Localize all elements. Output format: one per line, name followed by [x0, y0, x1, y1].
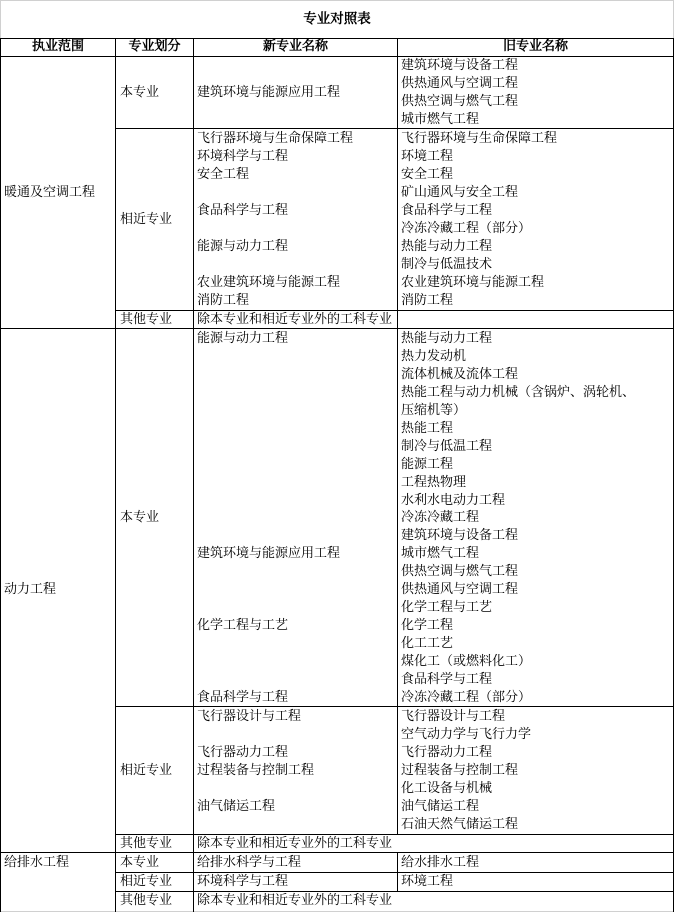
list-item: 农业建筑环境与能源工程 [401, 275, 545, 290]
division-water-same: 本专业 [120, 855, 160, 870]
list-item: 化学工程与工艺 [401, 600, 493, 615]
list-item: 能源工程 [401, 457, 454, 472]
water-same-old: 给水排水工程 [401, 855, 480, 870]
list-item: 城市燃气工程 [401, 112, 480, 127]
list-item: 石油天然气储运工程 [401, 817, 519, 832]
list-item: 制冷与低温工程 [401, 439, 493, 454]
list-item: 制冷与低温技术 [401, 257, 493, 272]
list-item: 流体机械及流体工程 [401, 367, 519, 382]
scope-power: 动力工程 [4, 582, 57, 597]
list-item: 空气动力学与飞行力学 [401, 727, 532, 742]
list-item: 热能工程 [401, 421, 454, 436]
list-item: 农业建筑环境与能源工程 [197, 275, 341, 290]
list-item: 供热通风与空调工程 [401, 582, 519, 597]
division-power-related: 相近专业 [120, 763, 173, 778]
list-item: 安全工程 [197, 167, 250, 182]
list-item: 压缩机等） [401, 403, 467, 418]
list-item: 飞行器动力工程 [401, 745, 493, 760]
water-same-new: 给排水科学与工程 [197, 855, 302, 870]
list-item: 食品科学与工程 [197, 203, 289, 218]
list-item: 冷冻冷藏工程 [401, 510, 480, 525]
division-hvac-same: 本专业 [120, 85, 160, 100]
list-item: 建筑环境与能源应用工程 [197, 85, 341, 100]
division-water-other: 其他专业 [120, 893, 173, 908]
list-item: 食品科学与工程 [197, 690, 289, 705]
power-other-text: 除本专业和相近专业外的工科专业 [197, 836, 393, 851]
list-item: 冷冻冷藏工程（部分） [401, 690, 532, 705]
list-item: 水利水电动力工程 [401, 493, 506, 508]
list-item: 食品科学与工程 [401, 203, 493, 218]
list-item: 环境科学与工程 [197, 149, 289, 164]
list-item: 飞行器设计与工程 [197, 709, 302, 724]
division-power-other: 其他专业 [120, 836, 173, 851]
header-new-major: 新专业名称 [262, 39, 328, 54]
list-item: 油气储运工程 [197, 799, 276, 814]
list-item: 飞行器动力工程 [197, 745, 289, 760]
list-item: 供热空调与燃气工程 [401, 94, 519, 109]
list-item: 矿山通风与安全工程 [401, 185, 519, 200]
list-item: 安全工程 [401, 167, 454, 182]
list-item: 飞行器环境与生命保障工程 [197, 131, 354, 146]
list-item: 城市燃气工程 [401, 546, 480, 561]
list-item: 消防工程 [401, 293, 454, 308]
list-item: 环境工程 [401, 149, 454, 164]
division-hvac-related: 相近专业 [120, 212, 173, 227]
list-item: 供热通风与空调工程 [401, 76, 519, 91]
list-item: 工程热物理 [401, 475, 467, 490]
division-power-same: 本专业 [120, 510, 160, 525]
list-item: 化学工程 [401, 618, 454, 633]
list-item: 飞行器设计与工程 [401, 709, 506, 724]
list-item: 建筑环境与设备工程 [401, 58, 519, 73]
list-item: 煤化工（或燃料化工） [401, 654, 532, 669]
list-item: 过程装备与控制工程 [197, 763, 315, 778]
header-division: 专业划分 [128, 39, 181, 54]
list-item: 建筑环境与能源应用工程 [197, 546, 341, 561]
list-item: 冷冻冷藏工程（部分） [401, 221, 532, 236]
division-water-related: 相近专业 [120, 874, 173, 889]
list-item: 建筑环境与设备工程 [401, 528, 519, 543]
list-item: 供热空调与燃气工程 [401, 564, 519, 579]
list-item: 食品科学与工程 [401, 672, 493, 687]
list-item: 热能与动力工程 [401, 331, 493, 346]
list-item: 能源与动力工程 [197, 239, 289, 254]
water-other-text: 除本专业和相近专业外的工科专业 [197, 893, 393, 908]
list-item: 热能工程与动力机械（含锅炉、涡轮机、 [401, 385, 636, 400]
header-scope: 执业范围 [31, 39, 84, 54]
water-related-new: 环境科学与工程 [197, 874, 289, 889]
list-item: 化工工艺 [401, 636, 454, 651]
list-item: 飞行器环境与生命保障工程 [401, 131, 558, 146]
header-old-major: 旧专业名称 [502, 39, 568, 54]
scope-water: 给排水工程 [4, 855, 70, 870]
list-item: 油气储运工程 [401, 799, 480, 814]
division-hvac-other: 其他专业 [120, 312, 173, 327]
water-related-old: 环境工程 [401, 874, 454, 889]
list-item: 热能与动力工程 [401, 239, 493, 254]
list-item: 过程装备与控制工程 [401, 763, 519, 778]
hvac-other-text: 除本专业和相近专业外的工科专业 [197, 312, 393, 327]
list-item: 化学工程与工艺 [197, 618, 289, 633]
list-item: 消防工程 [197, 293, 250, 308]
list-item: 化工设备与机械 [401, 781, 493, 796]
scope-hvac: 暖通及空调工程 [4, 185, 96, 200]
table-title: 专业对照表 [303, 11, 371, 27]
list-item: 热力发动机 [401, 349, 467, 364]
list-item: 能源与动力工程 [197, 331, 289, 346]
